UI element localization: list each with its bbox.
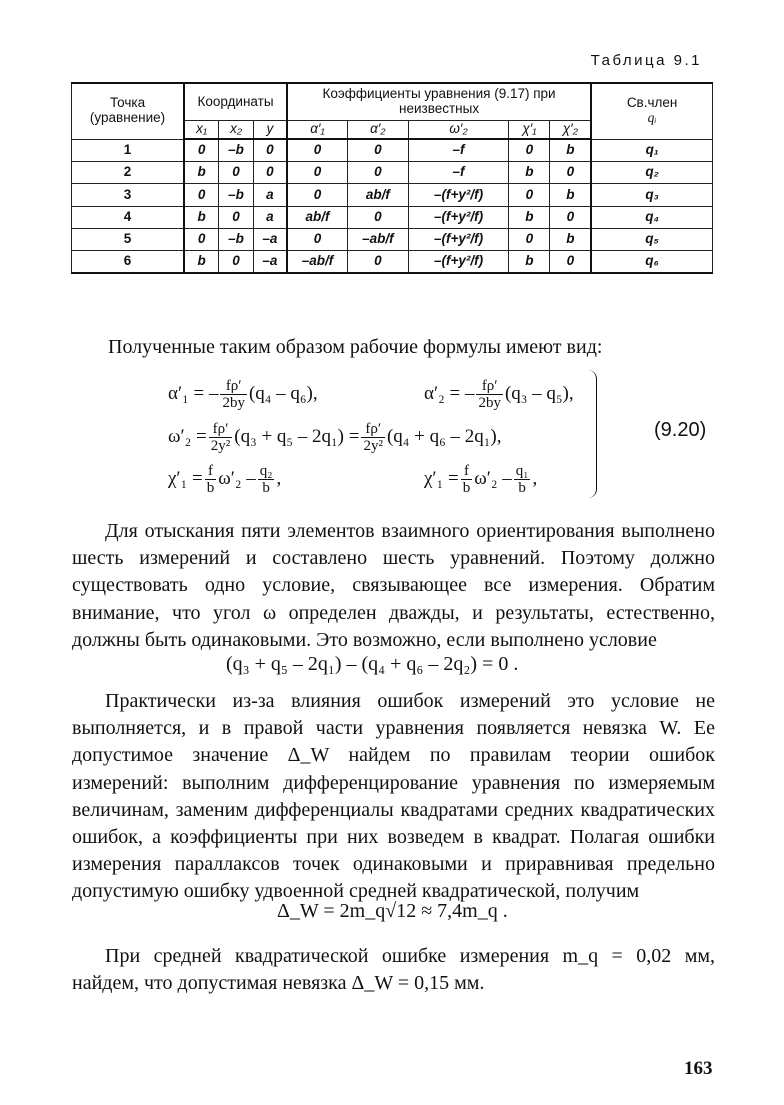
cell: b xyxy=(184,250,219,273)
cell: 0 xyxy=(287,139,348,162)
denominator: b xyxy=(518,480,526,496)
denominator: b xyxy=(206,480,215,496)
formula-text: , xyxy=(532,467,538,489)
paragraph-3: При средней квадратической ошибке измерения m_q = 0,02 мм, найдем, что допустимая невязка Δ_W = 0,15 мм. xyxy=(72,945,715,995)
numerator: q₁ xyxy=(515,463,529,479)
cell: q₂ xyxy=(591,162,712,184)
cell: 0 xyxy=(550,250,591,273)
cell: 0 xyxy=(509,228,550,250)
fraction xyxy=(476,378,503,411)
formula-text: ω′₂ = xyxy=(168,425,207,447)
formula-text: χ′₁ = xyxy=(424,467,459,489)
coefficients-table xyxy=(71,82,713,274)
cell: 0 xyxy=(219,162,254,184)
formula-text: χ′₁ = xyxy=(168,467,203,489)
table-row xyxy=(72,228,713,250)
cell: q₃ xyxy=(591,184,712,206)
formula-text: α′₂ = – xyxy=(424,382,475,404)
formula-text: (q₄ – q₆), xyxy=(248,382,318,404)
cell: 0 xyxy=(219,206,254,228)
equation-number: (9.20) xyxy=(654,419,707,441)
header-free-sub: qᵢ xyxy=(647,110,657,126)
fraction xyxy=(258,463,275,496)
sub-y: y xyxy=(253,121,287,140)
cell: q₁ xyxy=(591,139,712,162)
formula-omega2 xyxy=(168,421,501,454)
cell: 5 xyxy=(72,228,185,250)
fraction xyxy=(220,378,247,411)
cell: –ab/f xyxy=(287,250,348,273)
table-row xyxy=(72,206,713,228)
paragraph-1: Для отыскания пяти элементов взаимного ориентирования выполнено шесть измерений и составлено шесть уравнений. Поэтому должно существовать одно условие, связывающее все измерения. Обратим внимание, что угол ω определен дважды, и результаты, естественно, должны быть одинаковыми. Это возможно, если выполнено условие xyxy=(72,520,715,651)
cell: –(f+y²/f) xyxy=(408,250,509,273)
formula-text: ω′₂ – xyxy=(218,467,256,489)
cell: –a xyxy=(253,250,287,273)
denominator: 2by xyxy=(478,395,501,411)
header-point: Точка (уравнение) xyxy=(72,83,185,139)
table-row xyxy=(72,162,713,184)
sub-x1: x₁ xyxy=(184,121,219,140)
formula-text: α′₁ = – xyxy=(168,382,219,404)
cell: –(f+y²/f) xyxy=(408,184,509,206)
cell: 0 xyxy=(348,206,409,228)
formula-chi1 xyxy=(168,463,281,496)
denominator: b xyxy=(462,480,471,496)
numerator: f xyxy=(205,463,217,480)
cell: q₄ xyxy=(591,206,712,228)
cell: 0 xyxy=(253,139,287,162)
cell: 0 xyxy=(348,162,409,184)
cell: q₅ xyxy=(591,228,712,250)
sub-chi2: χ′₂ xyxy=(550,121,591,140)
cell: b xyxy=(184,162,219,184)
cell: ab/f xyxy=(348,184,409,206)
page-number: 163 xyxy=(684,1058,713,1079)
cell: 0 xyxy=(287,228,348,250)
sub-chi1: χ′₁ xyxy=(509,121,550,140)
denominator: 2y² xyxy=(210,438,231,454)
cell: 4 xyxy=(72,206,185,228)
header-coeffs: Коэффициенты уравнения (9.17) при неизвестных xyxy=(287,83,591,121)
numerator: fρ′ xyxy=(220,378,247,395)
numerator: fρ′ xyxy=(476,378,503,395)
cell: 0 xyxy=(509,184,550,206)
header-coords: Координаты xyxy=(184,83,287,121)
cell: 6 xyxy=(72,250,185,273)
cell: b xyxy=(509,162,550,184)
cell: ab/f xyxy=(287,206,348,228)
denominator: 2y² xyxy=(363,438,383,454)
cell: b xyxy=(550,139,591,162)
header-free xyxy=(591,83,712,139)
cell: 0 xyxy=(253,162,287,184)
cell: 0 xyxy=(184,228,219,250)
fraction xyxy=(361,421,385,454)
fraction xyxy=(205,463,217,496)
cell: a xyxy=(253,184,287,206)
formula-alpha2 xyxy=(424,378,574,411)
sub-x2: x₂ xyxy=(219,121,254,140)
cell: 0 xyxy=(287,162,348,184)
cell: 0 xyxy=(348,139,409,162)
cell: a xyxy=(253,206,287,228)
cell: 0 xyxy=(348,250,409,273)
cell: 0 xyxy=(550,206,591,228)
fraction xyxy=(514,463,531,496)
fraction xyxy=(461,463,473,496)
numerator: fρ′ xyxy=(209,421,233,438)
denominator: 2by xyxy=(222,395,245,411)
cell: –f xyxy=(408,162,509,184)
numerator: q₂ xyxy=(259,463,273,479)
header-free-label: Св.член xyxy=(626,95,678,111)
numerator: fρ′ xyxy=(361,421,385,438)
cell: 1 xyxy=(72,139,185,162)
cell: 0 xyxy=(184,139,219,162)
cell: 3 xyxy=(72,184,185,206)
formula-alpha1 xyxy=(168,378,318,411)
formula-text: (q₃ + q₅ – 2q₁) = xyxy=(234,425,360,447)
cell: –ab/f xyxy=(348,228,409,250)
cell: b xyxy=(550,184,591,206)
formula-text: , xyxy=(276,467,282,489)
paragraph-2: Практически из-за влияния ошибок измерений это условие не выполняется, и в правой части уравнения появляется невязка W. Ее допустимое значение Δ_W найдем по правилам теории ошибок измерений: выполним дифференцирование уравнения по измеряемым величинам, заменим дифференциалы квадратами средних квадратических ошибок, а коэффициенты при них возведем в квадрат. Полагая ошибки измерения параллаксов точек одинаковыми и приравнивая предельно допустимую ошибку удвоенной средней квадратической, получим xyxy=(72,690,715,903)
denominator: b xyxy=(262,480,270,496)
sub-omega2: ω′₂ xyxy=(408,121,509,140)
cell: –b xyxy=(219,184,254,206)
table-row xyxy=(72,184,713,206)
formula-brace xyxy=(588,370,597,498)
fraction xyxy=(209,421,233,454)
cell: –(f+y²/f) xyxy=(408,228,509,250)
cell: b xyxy=(550,228,591,250)
numerator: f xyxy=(461,463,473,480)
cell: –a xyxy=(253,228,287,250)
table-caption: Таблица 9.1 xyxy=(590,52,702,69)
cell: 0 xyxy=(509,139,550,162)
cell: 2 xyxy=(72,162,185,184)
cell: 0 xyxy=(287,184,348,206)
cell: b xyxy=(509,206,550,228)
sub-alpha2: α′₂ xyxy=(348,121,409,140)
cell: 0 xyxy=(184,184,219,206)
formula-text: (q₃ – q₅), xyxy=(504,382,574,404)
formula-text: (q₄ + q₆ – 2q₁), xyxy=(386,425,502,447)
cell: –(f+y²/f) xyxy=(408,206,509,228)
condition-equation: (q₃ + q₅ – 2q₁) – (q₄ + q₆ – 2q₂) = 0 . xyxy=(226,653,519,675)
sub-alpha1: α′₁ xyxy=(287,121,348,140)
cell: 0 xyxy=(550,162,591,184)
cell: b xyxy=(184,206,219,228)
cell: –b xyxy=(219,228,254,250)
table-row xyxy=(72,139,713,162)
table-row xyxy=(72,250,713,273)
cell: –b xyxy=(219,139,254,162)
formula-chi1-second xyxy=(424,463,537,496)
cell: –f xyxy=(408,139,509,162)
cell: 0 xyxy=(219,250,254,273)
formula-text: ω′₂ – xyxy=(474,467,512,489)
dw-equation: Δ_W = 2m_q√12 ≈ 7,4m_q . xyxy=(277,900,508,922)
cell: b xyxy=(509,250,550,273)
lead-sentence: Полученные таким образом рабочие формулы имеют вид: xyxy=(108,336,603,358)
cell: q₆ xyxy=(591,250,712,273)
